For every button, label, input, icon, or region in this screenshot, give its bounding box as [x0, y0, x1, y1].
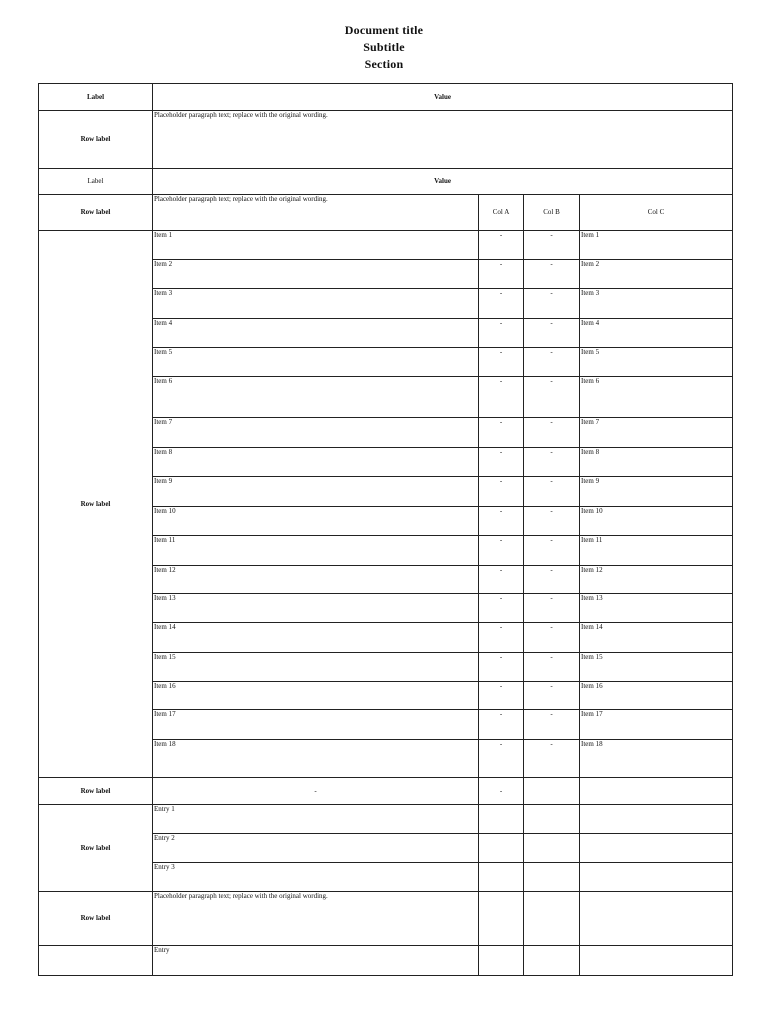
tp-dimensi: -	[524, 260, 580, 289]
title-line-2: Subtitle	[363, 40, 405, 54]
kelas-label: Label	[39, 169, 153, 195]
tp-dimensi: -	[524, 740, 580, 778]
tp-indikator: Item 17	[580, 710, 733, 740]
tp-text: Item 5	[153, 348, 479, 377]
tp-text: Item 10	[153, 507, 479, 536]
kata-frasa-item: Entry 1	[153, 805, 479, 834]
learning-objectives-table	[38, 83, 733, 976]
tp-dimensi: -	[524, 536, 580, 566]
capaian-text: Placeholder paragraph text; replace with the original wording.	[153, 111, 733, 169]
tp-jp: -	[479, 319, 524, 348]
tp-text: Item 14	[153, 623, 479, 653]
tp-text: Item 7	[153, 418, 479, 448]
tp-indikator: Item 11	[580, 536, 733, 566]
tp-indikator: Item 18	[580, 740, 733, 778]
tp-text: Item 16	[153, 682, 479, 710]
tp-text: Item 9	[153, 477, 479, 507]
perkiraan-jp-total: -	[479, 778, 524, 805]
col-dimensi-header: Col B	[524, 195, 580, 231]
tp-jp: -	[479, 653, 524, 682]
tp-jp: -	[479, 740, 524, 778]
tp-dimensi: -	[524, 507, 580, 536]
tp-dimensi: -	[524, 710, 580, 740]
kata-frasa-item: Entry 3	[153, 863, 479, 892]
tp-jp: -	[479, 348, 524, 377]
tp-text: Item 12	[153, 566, 479, 594]
tp-indikator: Item 1	[580, 231, 733, 260]
tp-indikator: Item 3	[580, 289, 733, 319]
kata-frasa-item: Entry 2	[153, 834, 479, 863]
tp-jp: -	[479, 536, 524, 566]
tp-indikator: Item 15	[580, 653, 733, 682]
tp-indikator: Item 7	[580, 418, 733, 448]
last-row-text: Entry	[153, 946, 479, 976]
tp-jp: -	[479, 594, 524, 623]
tp-text: Item 18	[153, 740, 479, 778]
tp-dimensi: -	[524, 653, 580, 682]
tp-jp: -	[479, 231, 524, 260]
tp-row	[39, 231, 733, 260]
tp-jp: -	[479, 710, 524, 740]
tp-dimensi: -	[524, 348, 580, 377]
cp-tahun-label: Row label	[39, 195, 153, 231]
profil-label: Row label	[39, 892, 153, 946]
alur-label: Row label	[39, 231, 153, 778]
tp-indikator: Item 14	[580, 623, 733, 653]
document-title	[0, 22, 768, 73]
last-row	[39, 946, 733, 976]
tp-dimensi: -	[524, 319, 580, 348]
kelas-value: Value	[153, 169, 733, 195]
tp-indikator: Item 9	[580, 477, 733, 507]
col-indikator-header: Col C	[580, 195, 733, 231]
title-line-1: Document title	[344, 23, 424, 37]
tp-indikator: Item 12	[580, 566, 733, 594]
perkiraan-value: -	[153, 778, 479, 805]
phase-label: Label	[39, 84, 153, 111]
tp-indikator: Item 13	[580, 594, 733, 623]
cp-tahun-row	[39, 195, 733, 231]
tp-jp: -	[479, 377, 524, 418]
tp-text: Item 1	[153, 231, 479, 260]
tp-jp: -	[479, 682, 524, 710]
tp-indikator: Item 8	[580, 448, 733, 477]
tp-dimensi: -	[524, 231, 580, 260]
tp-indikator: Item 6	[580, 377, 733, 418]
tp-dimensi: -	[524, 594, 580, 623]
tp-text: Item 4	[153, 319, 479, 348]
capaian-label: Row label	[39, 111, 153, 169]
tp-dimensi: -	[524, 623, 580, 653]
kata-frasa-label: Row label	[39, 805, 153, 892]
tp-text: Item 2	[153, 260, 479, 289]
tp-dimensi: -	[524, 682, 580, 710]
tp-indikator: Item 5	[580, 348, 733, 377]
profil-text: Placeholder paragraph text; replace with the original wording.	[153, 892, 479, 946]
tp-text: Item 3	[153, 289, 479, 319]
perkiraan-label: Row label	[39, 778, 153, 805]
tp-dimensi: -	[524, 289, 580, 319]
tp-dimensi: -	[524, 418, 580, 448]
tp-jp: -	[479, 566, 524, 594]
tp-dimensi: -	[524, 448, 580, 477]
tp-dimensi: -	[524, 477, 580, 507]
phase-value: Value	[153, 84, 733, 111]
tp-jp: -	[479, 477, 524, 507]
tp-indikator: Item 2	[580, 260, 733, 289]
tp-jp: -	[479, 507, 524, 536]
profil-row	[39, 892, 733, 946]
title-line-3: Section	[364, 57, 404, 71]
tp-jp: -	[479, 448, 524, 477]
kata-frasa-row	[39, 805, 733, 834]
cp-tahun-text: Placeholder paragraph text; replace with the original wording.	[153, 195, 479, 231]
col-jp-header: Col A	[479, 195, 524, 231]
tp-text: Item 17	[153, 710, 479, 740]
tp-indikator: Item 4	[580, 319, 733, 348]
tp-text: Item 6	[153, 377, 479, 418]
tp-jp: -	[479, 623, 524, 653]
tp-indikator: Item 16	[580, 682, 733, 710]
phase-row	[39, 84, 733, 111]
capaian-row	[39, 111, 733, 169]
tp-dimensi: -	[524, 566, 580, 594]
perkiraan-row	[39, 778, 733, 805]
tp-jp: -	[479, 260, 524, 289]
tp-text: Item 11	[153, 536, 479, 566]
kelas-row	[39, 169, 733, 195]
tp-dimensi: -	[524, 377, 580, 418]
tp-text: Item 8	[153, 448, 479, 477]
tp-text: Item 15	[153, 653, 479, 682]
tp-jp: -	[479, 289, 524, 319]
tp-indikator: Item 10	[580, 507, 733, 536]
tp-text: Item 13	[153, 594, 479, 623]
tp-jp: -	[479, 418, 524, 448]
